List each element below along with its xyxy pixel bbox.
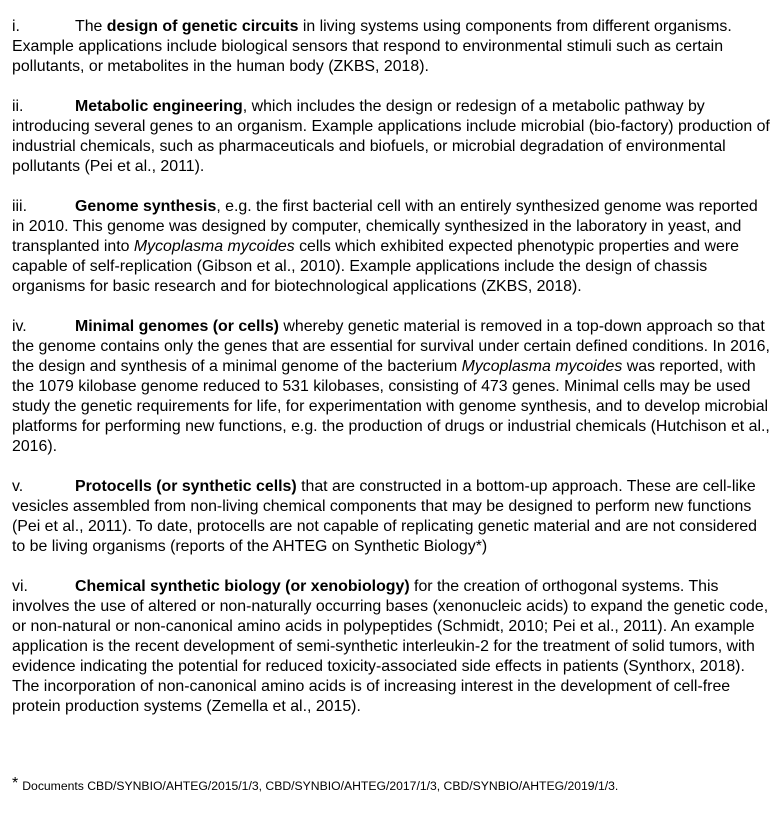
document-body [12,17,774,737]
list-item-v [12,477,774,557]
item-term: Protocells (or synthetic cells) [75,478,297,495]
item-term: Metabolic engineering [75,98,243,115]
item-text: was reported, with the 1079 kilobase genome reduced to 531 kilobases, consisting of 473 genes. Minimal cells may be used study the genetic requirements for life, for experimentation with genome synthesis, and to develop microbial platforms for performing new functions, e.g. the production of drugs or industrial chemicals (Hutchison et al., 2016). [12,358,770,455]
item-text: that are constructed in a bottom-up approach. These are cell-like vesicles assembled from non-living chemical components that may be designed to perform new functions (Pei et al., 2011). To date, protocells are not capable of replicating genetic material and are not considered to be living organisms (reports of the AHTEG on Synthetic Biology*) [12,478,757,555]
item-italic-species: Mycoplasma mycoides [133,238,295,255]
item-number: ii. [12,98,24,115]
list-item-iv [12,317,774,457]
item-term: Genome synthesis [75,198,217,215]
list-item-vi [12,577,774,717]
list-item-i [12,17,774,77]
item-pre-text: The [75,18,107,35]
item-number: v. [12,478,24,495]
item-italic-species: Mycoplasma mycoides [461,358,623,375]
item-term: Chemical synthetic biology (or xenobiology) [75,578,410,595]
item-text: for the creation of orthogonal systems. This involves the use of altered or non-naturally occurring bases (xenonucleic acids) to expand the genetic code, or non-natural or non-canonical amino acids in polypeptides (Schmidt, 2010; Pei et al., 2011). An example application is the recent development of semi-synthetic interleukin-2 for the treatment of solid tumors, with evidence indicating the potential for reduced toxicity-associated side effects in patients (Synthorx, 2018). The incorporation of non-canonical amino acids is of increasing interest in the development of cell-free protein production systems (Zemella et al., 2015). [12,578,769,715]
footnote-marker: * [12,775,19,792]
item-term: design of genetic circuits [106,18,299,35]
item-text: whereby genetic material is removed in a top-down approach so that the genome contains only the genes that are essential for survival under certain defined conditions. In 2016, the design and synthesis of a minimal genome of the bacterium [12,318,770,375]
footnote-text: Documents CBD/SYNBIO/AHTEG/2015/1/3, CBD/SYNBIO/AHTEG/2017/1/3, CBD/SYNBIO/AHTEG/2019/1/3. [22,779,619,793]
item-number: i. [12,18,20,35]
item-text: in living systems using components from different organisms. Example applications include biological sensors that respond to environmental stimuli such as certain pollutants, or metabolites in the human body (ZKBS, 2018). [12,18,732,75]
item-text: , e.g. the first bacterial cell with an entirely synthesized genome was reported in 2010. This genome was designed by computer, chemically synthesized in the laboratory in yeast, and transplanted into [12,198,758,255]
item-text: , which includes the design or redesign of a metabolic pathway by introducing several genes to an organism. Example applications include microbial (bio-factory) production of industrial chemicals, such as pharmaceuticals and biofuels, or microbial degradation of environmental pollutants (Pei et al., 2011). [12,98,770,175]
footnote [12,776,774,794]
item-number: iii. [12,198,28,215]
item-text: cells which exhibited expected phenotypic properties and were capable of self-replication (Gibson et al., 2010). Example applications include the design of chassis organisms for basic research and for biotechnological applications (ZKBS, 2018). [12,238,739,295]
item-number: vi. [12,578,28,595]
list-item-ii [12,97,774,177]
item-term: Minimal genomes (or cells) [75,318,279,335]
list-item-iii [12,197,774,297]
item-number: iv. [12,318,27,335]
